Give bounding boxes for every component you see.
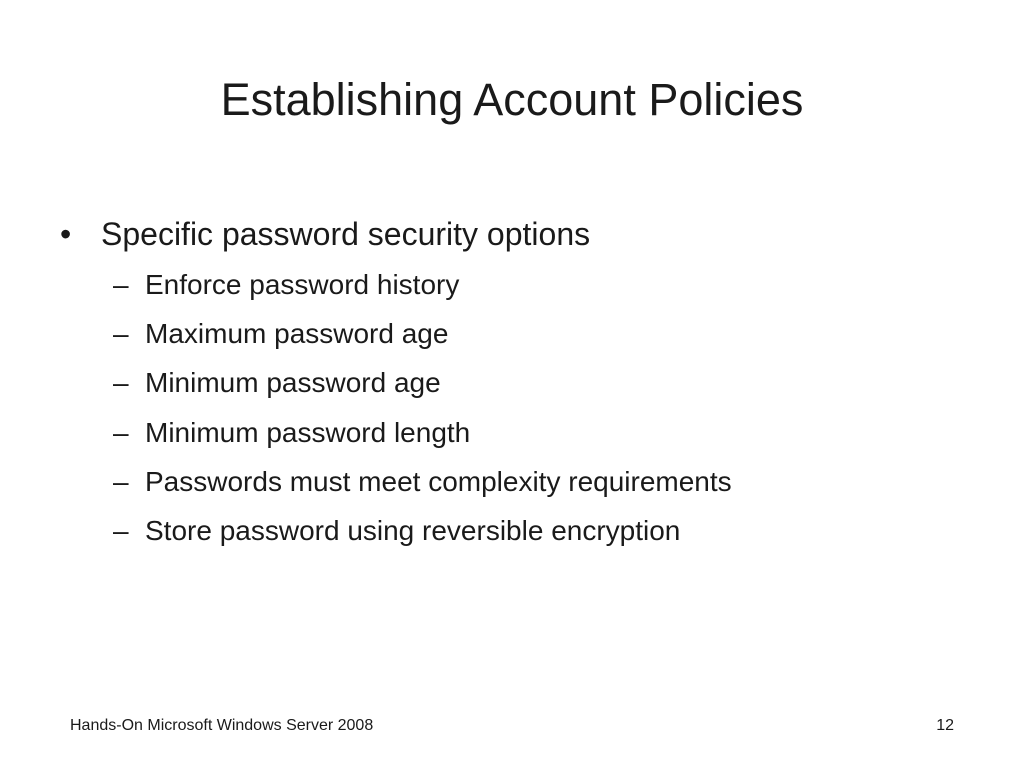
sub-bullet-text: Minimum password length: [145, 416, 471, 448]
bullet-marker: •: [60, 216, 72, 252]
sub-bullet-text: Enforce password history: [145, 269, 460, 300]
dash-marker: –: [113, 465, 129, 497]
sub-bullet-item: [58, 457, 978, 506]
sub-bullet-text: Maximum password age: [145, 318, 449, 350]
dash-marker: –: [113, 318, 129, 350]
sub-bullet-text: Minimum password age: [145, 367, 441, 399]
slide-number: 12: [936, 717, 954, 734]
sub-bullet-item: [58, 408, 978, 457]
bullet-item: [58, 210, 978, 258]
slide-content: [58, 210, 978, 555]
footer-course-title: Hands-On Microsoft Windows Server 2008: [70, 717, 374, 734]
bullet-text: Specific password security options: [101, 216, 591, 252]
sub-bullet-item: [58, 309, 978, 358]
dash-marker: –: [113, 514, 129, 546]
sub-bullet-text: Passwords must meet complexity requirements: [145, 465, 732, 497]
sub-bullet-text: Store password using reversible encryption: [145, 514, 681, 546]
dash-marker: –: [113, 269, 129, 300]
dash-marker: –: [113, 416, 129, 448]
sub-bullet-list: [58, 260, 978, 555]
sub-bullet-item: [58, 260, 978, 309]
sub-bullet-item: [58, 358, 978, 407]
dash-marker: –: [113, 367, 129, 399]
sub-bullet-item: [58, 506, 978, 555]
slide-title: Establishing Account Policies: [220, 74, 804, 125]
